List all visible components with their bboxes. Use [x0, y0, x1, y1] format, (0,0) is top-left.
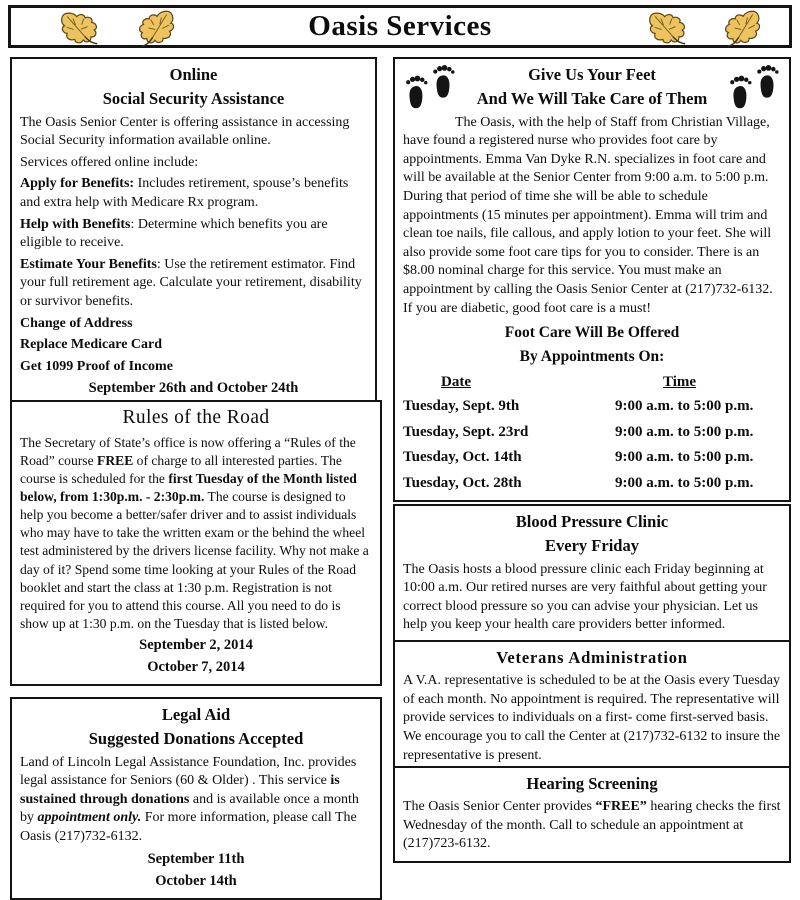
autumn-leaf-icon [51, 6, 109, 49]
table-row [403, 420, 781, 446]
table-row [403, 471, 781, 497]
date-cell: Tuesday, Oct. 14th [403, 449, 522, 466]
section-title-line: Suggested Donations Accepted [88, 729, 304, 749]
section-title-line: Legal Aid [161, 705, 231, 724]
section-title-line: And We Will Take Care of Them [476, 89, 708, 109]
time-cell: 9:00 a.m. to 5:00 p.m. [615, 398, 754, 415]
section-title-line: Give Us Your Feet [528, 65, 656, 84]
schedule-date: September 2, 2014 [139, 636, 253, 653]
paragraph-body: Land of Lincoln Legal Assistance Foundation, Inc. provides legal assistance for Seniors (60 & Older) . This service is sustained through donations and is available once a month by appointment only. For more information, please call The Oasis (217)732-6132. [20, 754, 359, 844]
section-online-social-security [10, 57, 377, 408]
masthead [8, 5, 792, 48]
footprints-icon [401, 62, 459, 114]
time-cell: 9:00 a.m. to 5:00 p.m. [615, 423, 754, 440]
subheading: Foot Care Will Be Offered [504, 324, 680, 342]
section-rules-of-the-road [10, 400, 382, 686]
section-title: Hearing Screening [526, 774, 658, 793]
section-title: Rules of the Road [122, 407, 270, 428]
paragraph-body: The Secretary of State’s office is now offering a “Rules of the Road” course FREE of charge to all interested parties. The course is scheduled for the first Tuesday of the Month listed below, from 1:30p.m. - 2:30p.m. The course is designed to help you become a better/safer driver and to assist individuals who may have to take the written exam or the behind the wheel test administered by the drivers license facility. Why not make a day of it? Spend some time looking at your Rules of the Road booklet and start the class at 1:30 p.m. Registration is not required for you to attend this course. All you need to do is show up at 1:30 p.m. on the Tuesday that is listed below. [20, 435, 369, 631]
schedule-date: September 11th [147, 850, 245, 867]
section-title-line: Social Security Assistance [102, 89, 285, 109]
section-title-line: Online [169, 65, 218, 84]
section-blood-pressure-clinic [393, 504, 791, 644]
section-title-line: Blood Pressure Clinic [515, 512, 669, 531]
paragraph-body: A V.A. representative is scheduled to be at the Oasis every Tuesday of each month. No appointment is required. The representative will provide services to individuals on a first- come first-served basis. We encourage you to call the Center at (217)732-6132 to insure the representative is present. [403, 673, 781, 763]
date-cell: Tuesday, Sept. 9th [403, 398, 520, 415]
section-title-line: Every Friday [545, 536, 639, 556]
schedule-date: October 7, 2014 [147, 659, 245, 676]
subheading: By Appointments On: [519, 348, 665, 366]
schedule-dates: September 26th and October 24th [88, 380, 299, 397]
paragraph-help-benefits: Help with Benefits: Determine which benefits you are eligible to receive. [20, 216, 328, 251]
paragraph-apply-benefits: Apply for Benefits: Includes retirement, spouse’s benefits and extra help with Medicare Rx program. [20, 176, 349, 210]
footprints-icon [725, 62, 783, 114]
table-header-row [403, 370, 781, 394]
section-title: Veterans Administration [496, 648, 688, 667]
service-line-1099-proof: Get 1099 Proof of Income [20, 358, 173, 374]
time-cell: 9:00 a.m. to 5:00 p.m. [615, 449, 754, 466]
paragraph-estimate-benefits: Estimate Your Benefits: Use the retirement estimator. Find your full retirement age. Calculate your retirement, disability or survivor benefits. [20, 256, 362, 310]
date-cell: Tuesday, Oct. 28th [403, 474, 522, 491]
time-cell: 9:00 a.m. to 5:00 p.m. [615, 474, 754, 491]
paragraph-intro: The Oasis Senior Center is offering assistance in accessing Social Security information available online. [20, 114, 350, 149]
paragraph-body: The Oasis hosts a blood pressure clinic each Friday beginning at 10:00 a.m. Our retired nurses are very faithful about getting your correct blood pressure so you can advise your physician. Let us help you keep your health care providers better informed. [403, 561, 767, 633]
schedule-date: October 14th [155, 872, 237, 889]
service-line-replace-medicare-card: Replace Medicare Card [20, 337, 163, 353]
section-veterans-administration [393, 640, 791, 774]
table-row [403, 394, 781, 420]
section-legal-aid [10, 697, 382, 900]
time-column-header: Time [663, 374, 697, 391]
section-hearing-screening [393, 766, 791, 863]
paragraph-services-label: Services offered online include: [20, 154, 199, 170]
autumn-leaf-icon [639, 6, 697, 49]
date-cell: Tuesday, Sept. 23rd [403, 423, 529, 440]
service-line-change-of-address: Change of Address [20, 315, 133, 331]
date-column-header: Date [441, 374, 471, 391]
page-title: Oasis Services [308, 10, 492, 42]
paragraph-body: The Oasis, with the help of Staff from Christian Village, have found a registered nurse who provides foot care by appointments. Emma Van Dyke R.N. specializes in foot care and will be available at the Senior Center from 9:00 a.m. to 5:00 p.m. During that period of time she will be able to schedule appointments (15 minutes per appointment). Emma will trim and clean toe nails, file callous, and apply lotion to your feet. She will also provide some foot care tips for you to consider. There is an $8.00 nominal charge for this service. You must make an appointment by calling the Oasis Senior Center at (217)732-6132. If you are diabetic, good foot care is a must! [403, 114, 773, 316]
section-foot-care [393, 57, 791, 502]
table-row [403, 445, 781, 471]
paragraph-body: The Oasis Senior Center provides “FREE” hearing checks the first Wednesday of the month. Call to schedule an appointment at (217)723-6132. [403, 799, 781, 852]
